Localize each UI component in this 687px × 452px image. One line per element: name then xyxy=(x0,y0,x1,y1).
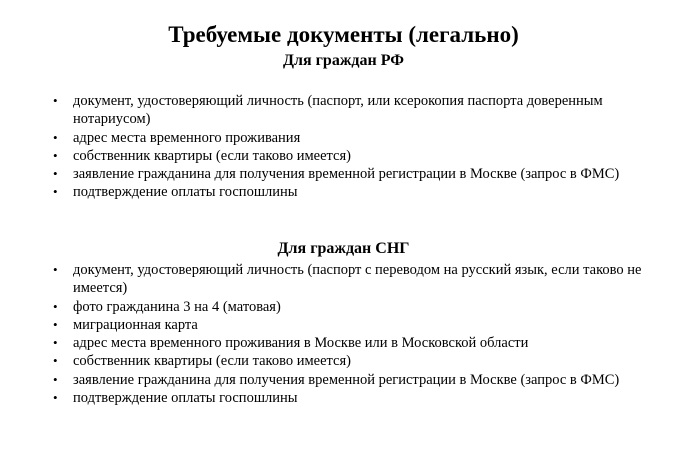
list-item xyxy=(0,92,687,129)
list-item-text: собственник квартиры (если таково имеется) xyxy=(73,353,351,370)
list-item-text: подтверждение оплаты госпошлины xyxy=(73,184,298,201)
list-item xyxy=(0,334,687,352)
list-item xyxy=(0,298,687,316)
bullet-icon: • xyxy=(53,390,58,406)
list-item-text: заявление гражданина для получения временной регистрации в Москве (запрос в ФМС) xyxy=(73,166,620,183)
list-item-text: собственник квартиры (если таково имеется) xyxy=(73,147,351,164)
bullet-icon: • xyxy=(53,371,58,387)
list-item xyxy=(0,147,687,165)
list-item-text: документ, удостоверяющий личность (паспорт с переводом на русский язык, если таково не имеется) xyxy=(73,262,642,297)
list-item xyxy=(0,316,687,334)
list-item xyxy=(0,165,687,183)
document-title: Требуемые документы (легально) xyxy=(168,22,519,47)
list-item xyxy=(0,352,687,370)
list-item xyxy=(0,183,687,201)
list-item-text: документ, удостоверяющий личность (паспорт, или ксерокопия паспорта доверенным нотариусом) xyxy=(73,93,603,128)
list-item-text: фото гражданина 3 на 4 (матовая) xyxy=(73,298,281,315)
bullet-icon: • xyxy=(53,298,58,314)
bullet-icon: • xyxy=(53,129,58,145)
bullet-icon: • xyxy=(53,184,58,200)
list-item-text: адрес места временного проживания в Москве или в Московской области xyxy=(73,335,529,352)
list-item-text: заявление гражданина для получения временной регистрации в Москве (запрос в ФМС) xyxy=(73,371,620,388)
bullet-icon: • xyxy=(53,166,58,182)
section-heading-sng: Для граждан СНГ xyxy=(277,240,410,257)
list-rf-documents xyxy=(0,92,687,202)
list-item-text: подтверждение оплаты госпошлины xyxy=(73,390,298,407)
bullet-icon: • xyxy=(53,147,58,163)
bullet-icon: • xyxy=(53,262,58,277)
bullet-icon: • xyxy=(53,335,58,351)
list-item xyxy=(0,389,687,407)
bullet-icon: • xyxy=(53,93,58,108)
list-item xyxy=(0,261,687,298)
list-item xyxy=(0,371,687,389)
list-item-text: адрес места временного проживания xyxy=(73,129,301,146)
list-item-text: миграционная карта xyxy=(73,316,198,333)
bullet-icon: • xyxy=(53,353,58,369)
bullet-icon: • xyxy=(53,316,58,332)
list-item xyxy=(0,129,687,147)
section-heading-rf: Для граждан РФ xyxy=(283,52,404,69)
list-sng-documents xyxy=(0,261,687,407)
